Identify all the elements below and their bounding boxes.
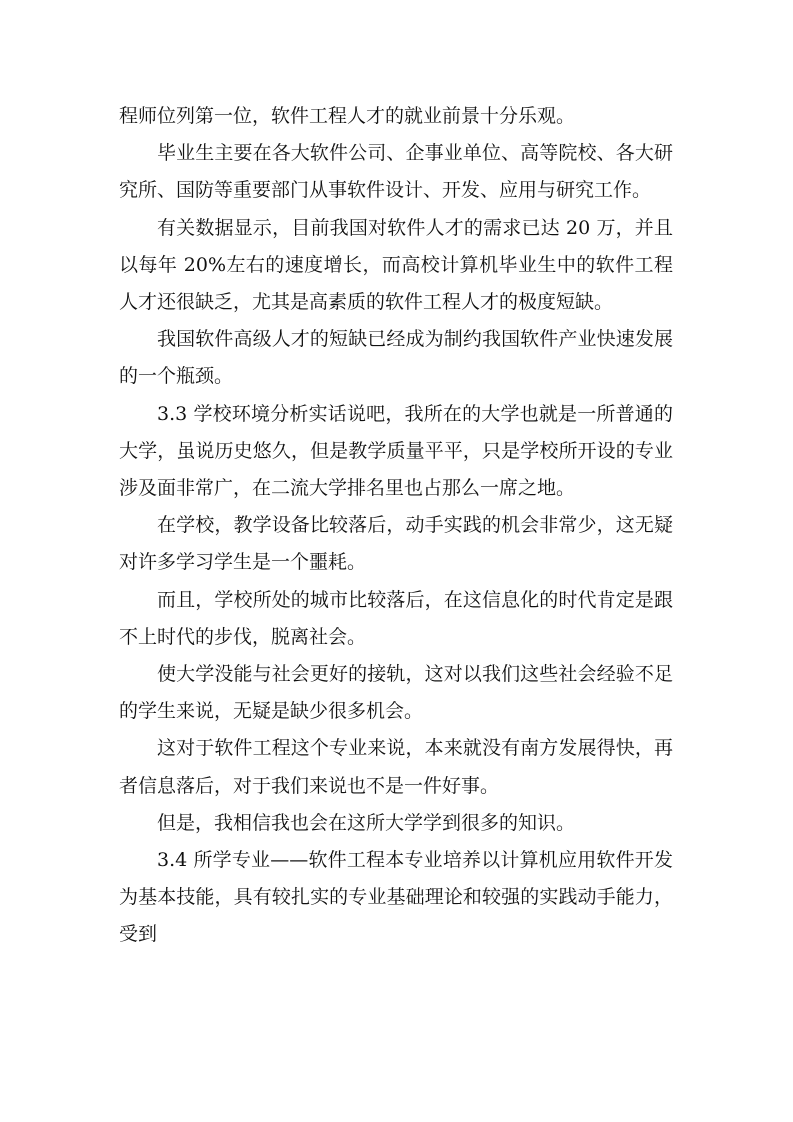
- paragraph-section-3-4: 3.4 所学专业——软件工程本专业培养以计算机应用软件开发为基本技能，具有较扎实的专业基础理论和较强的实践动手能力，受到: [119, 849, 673, 946]
- paragraph: 有关数据显示，目前我国对软件人才的需求已达 20 万，并且以每年 20%左右的速度增长，而高校计算机毕业生中的软件工程人才还很缺乏，尤其是高素质的软件工程人才的极度短缺。: [119, 216, 673, 314]
- paragraph-continuation: 程师位列第一位，软件工程人才的就业前景十分乐观。: [119, 105, 576, 127]
- paragraph: 在学校，教学设备比较落后，动手实践的机会非常少，这无疑对许多学习学生是一个噩耗。: [119, 514, 673, 574]
- paragraph: 使大学没能与社会更好的接轨，这对以我们这些社会经验不足的学生来说，无疑是缺少很多机会。: [119, 663, 673, 723]
- paragraph: 我国软件高级人才的短缺已经成为制约我国软件产业快速发展的一个瓶颈。: [119, 328, 673, 388]
- paragraph: 而且，学校所处的城市比较落后，在这信息化的时代肯定是跟不上时代的步伐，脱离社会。: [119, 588, 673, 648]
- paragraph: 但是，我相信我也会在这所大学学到很多的知识。: [157, 811, 576, 834]
- paragraph: 这对于软件工程这个专业来说，本来就没有南方发展得快，再者信息落后，对于我们来说也不是一件好事。: [119, 737, 673, 797]
- paragraph: 毕业生主要在各大软件公司、企事业单位、高等院校、各大研究所、国防等重要部门从事软件设计、开发、应用与研究工作。: [119, 142, 673, 202]
- document-body: [119, 98, 673, 954]
- paragraph-section-3-3: 3.3 学校环境分析实话说吧，我所在的大学也就是一所普通的大学，虽说历史悠久，但是教学质量平平，只是学校所开设的专业涉及面非常广，在二流大学排名里也占那么一席之地。: [119, 402, 673, 500]
